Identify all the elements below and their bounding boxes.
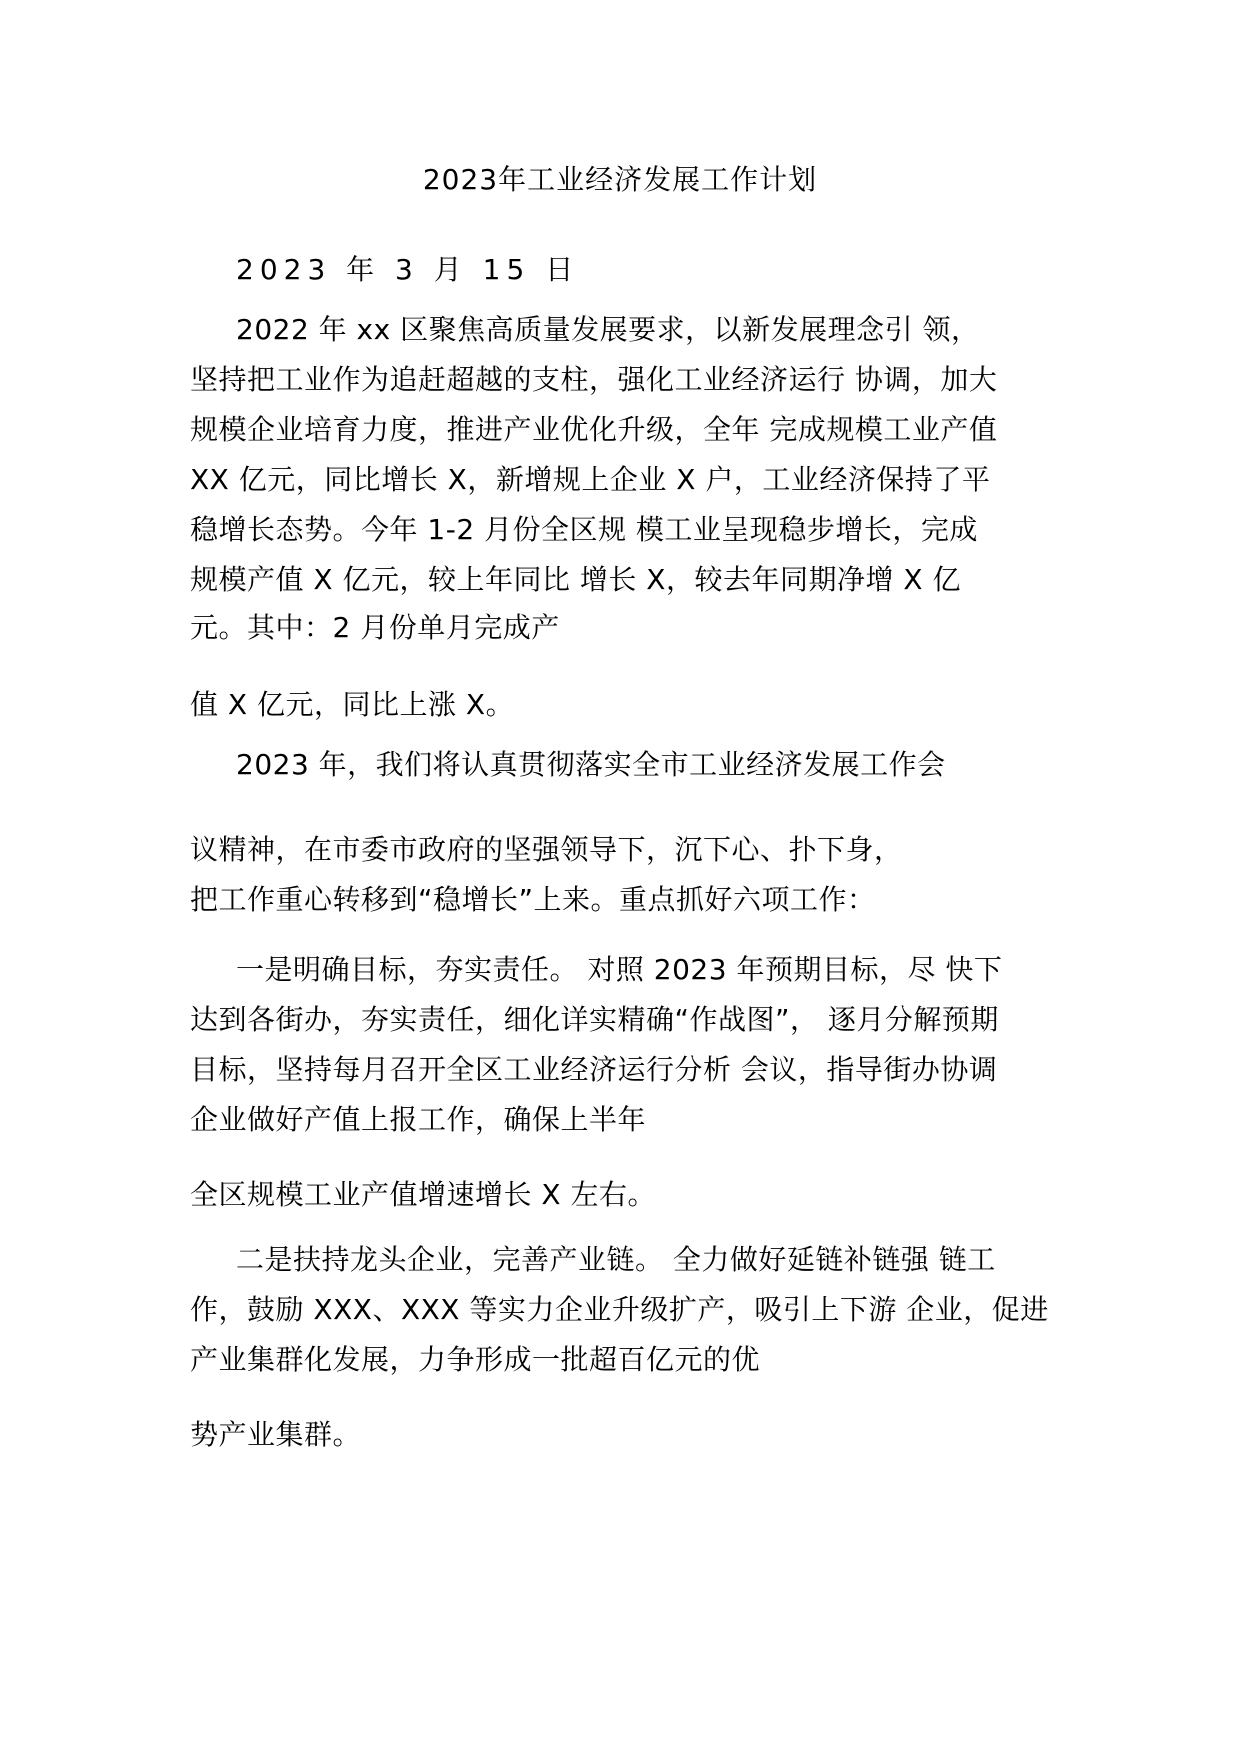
document-title: 2023年工业经济发展工作计划 (422, 163, 818, 196)
paragraph-line: 值 X 亿元，同比上涨 X。 (190, 688, 515, 721)
paragraph-line: 二是扶持龙头企业，完善产业链。 全力做好延链补链强 链工 (236, 1243, 996, 1276)
paragraph-line: XX 亿元，同比增长 X，新增规上企业 X 户，工业经济保持了平 (190, 463, 991, 496)
paragraph-line: 作，鼓励 XXX、XXX 等实力企业升级扩产，吸引上下游 企业，促进 (190, 1293, 1049, 1326)
paragraph-line: 议精神，在市委市政府的坚强领导下，沉下心、扑下身， (190, 833, 903, 866)
paragraph-line: 全区规模工业产值增速增长 X 左右。 (190, 1178, 656, 1211)
paragraph-line: 2023 年，我们将认真贯彻落实全市工业经济发展工作会 (236, 748, 946, 781)
paragraph-line: 稳增长态势。今年 1-2 月份全区规 模工业呈现稳步增长，完成 (190, 513, 978, 546)
paragraph-line: 达到各街办，夯实责任，细化详实精确“作战图”， 逐月分解预期 (190, 1003, 999, 1036)
paragraph-line: 坚持把工业作为追赶超越的支柱，强化工业经济运行 协调，加大 (190, 363, 998, 396)
paragraph-line: 把工作重心转移到“稳增长”上来。重点抓好六项工作： (190, 883, 876, 916)
paragraph-line: 规模产值 X 亿元，较上年同比 增长 X，较去年同期净增 X 亿 (190, 563, 961, 596)
paragraph-line: 目标，坚持每月召开全区工业经济运行分析 会议，指导街办协调 (190, 1053, 998, 1086)
paragraph-line: 产业集群化发展，力争形成一批超百亿元的优 (190, 1343, 761, 1376)
paragraph-line: 2022 年 xx 区聚焦高质量发展要求，以新发展理念引 领， (236, 313, 980, 346)
paragraph-line: 一是明确目标，夯实责任。 对照 2023 年预期目标，尽 快下 (236, 953, 1003, 986)
paragraph-line: 势产业集群。 (190, 1418, 362, 1451)
paragraph-line: 规模企业培育力度，推进产业优化升级，全年 完成规模工业产值 (190, 413, 998, 446)
document-date: 2023 年 3 月 15 日 (236, 253, 580, 286)
paragraph-line: 元。其中：2 月份单月完成产 (190, 611, 560, 644)
paragraph-line: 企业做好产值上报工作，确保上半年 (190, 1103, 647, 1136)
